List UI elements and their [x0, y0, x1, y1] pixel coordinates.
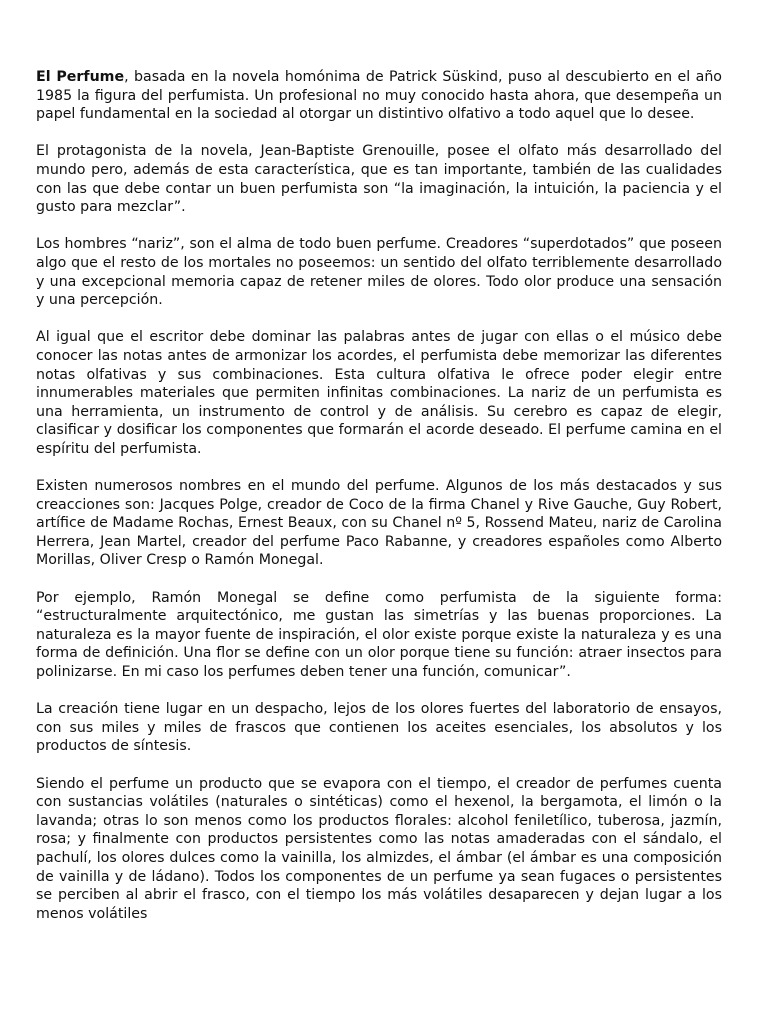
paragraph-protagonist: El protagonista de la novela, Jean-Baptiste Grenouille, posee el olfato más desarrollado del mundo pero, además de esta característica, que es tan importante, también de las cualidades con las que debe contar un buen perfumista son “la imaginación, la intuición, la paciencia y el gusto para mezclar”.	[36, 143, 722, 216]
document-title: El Perfume	[36, 69, 125, 85]
paragraph-creation: La creación tiene lugar en un despacho, lejos de los olores fuertes del laboratorio de ensayos, con sus miles y miles de frascos que contienen los aceites esenciales, los absolutos y los productos de síntesis.	[36, 701, 722, 755]
paragraph-olfactory-culture: Al igual que el escritor debe dominar las palabras antes de jugar con ellas o el músico debe conocer las notas antes de armonizar los ￼acordes, el perfumista debe memorizar las diferentes notas olfativas y sus combinaciones. Esta cultura olfativa le ofrece poder elegir entre innumerables materiales que permiten infinitas combinaciones. La nariz de un perfumista es una herramienta, un instrumento de control y de análisis. Su cerebro es capaz de elegir, clasificar y dosificar los componentes que formarán el acorde deseado. El perfume camina en el espíritu del perfumista.	[36, 329, 722, 457]
paragraph-volatility: Siendo el perfume un producto que se evapora con el tiempo, el creador de perfumes cuenta con sustancias volátiles (naturales o sintéticas) como el hexenol, la bergamota, el limón o la lavanda; otras lo son menos como los productos florales: alcohol feniletílico, tuberosa, jazmín, rosa; y finalmente con productos persistentes como las notas amaderadas con el sándalo, el pachulí, los olores dulces como la vainilla, los almizdes, el ámbar (el ámbar es una composición de vainilla y de ládano). ￼Todos los componentes de un perfume ya sean fugaces o persistentes se perciben al abrir el frasco, con el tiempo los más volátiles desaparecen y dejan lugar a los menos volátiles	[36, 775, 722, 922]
paragraph-intro	[36, 68, 722, 124]
paragraph-nose: Los hombres “nariz”, son el alma de todo buen perfume. Creadores “superdotados” que poseen algo que el resto de los mortales no poseemos: un sentido del olfato terriblemente desarrollado y una excepcional memoria capaz de retener miles de olores. Todo olor produce una sensación y una percepción.	[36, 236, 722, 309]
paragraph-perfumers: Existen numerosos nombres en el mundo del perfume. Algunos de los más destacados y sus creacciones son: Jacques Polge, creador de Coco de la firma Chanel y Rive Gauche, Guy Robert, artífice de Madame Rochas, Ernest Beaux, con su Chanel nº 5, Rossend Mateu, nariz de Carolina Herrera, Jean Martel, creador del perfume Paco Rabanne, y creadores españoles como Alberto Morillas, Oliver Cresp o Ramón Monegal.	[36, 478, 722, 569]
paragraph-monegal: Por ejemplo, Ramón Monegal se define como perfumista de la siguiente forma: “estructuralmente arquitectónico, me gustan las simetrías y las buenas proporciones. La naturaleza es la mayor fuente de inspiración, el olor existe porque existe la naturaleza y es una forma de definición. Una flor se define con un olor porque tiene su función: atraer insectos para polinizarse. En mi caso los perfumes deben tener una función, comunicar”.	[36, 589, 722, 680]
intro-text: , basada en la novela homónima de Patrick Süskind, puso al descubierto en el año 1985 la figura del perfumista. Un profesional no muy conocido hasta ahora, que desempeña un papel fundamental en la sociedad al otorgar un distintivo olfativo a todo aquel que lo desee.	[36, 69, 722, 123]
document-page	[36, 68, 722, 942]
